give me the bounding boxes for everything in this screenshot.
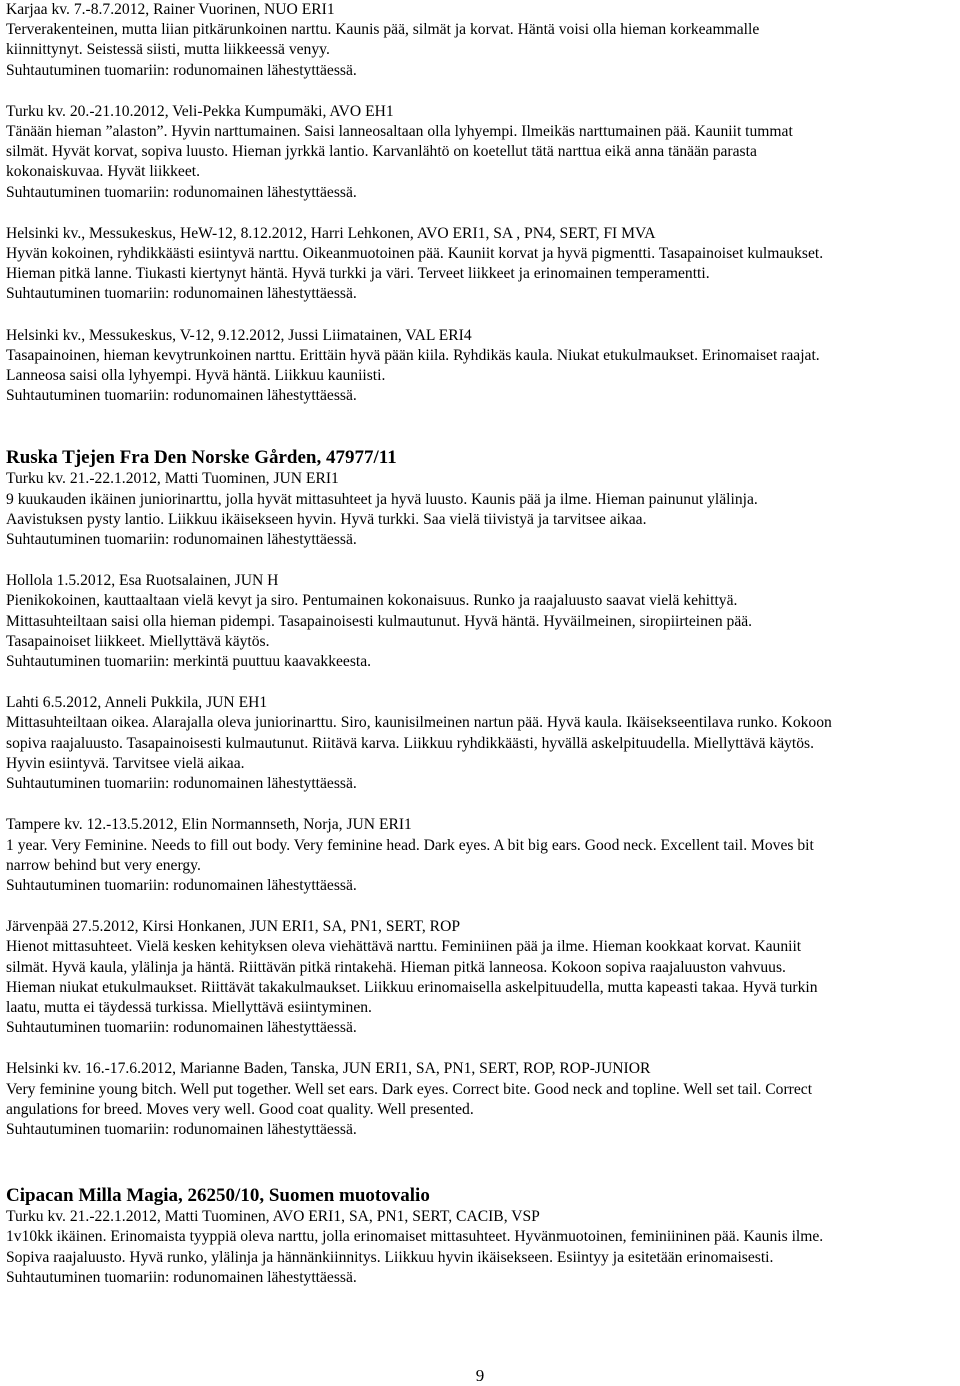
critique-line: 9 kuukauden ikäinen juniorinarttu, jolla hyvät mittasuhteet ja hyvä luusto. Kaunis pää ja ilme. Hieman painunut ylälinja. (6, 490, 758, 508)
show-event-line: Lahti 6.5.2012, Anneli Pukkila, JUN EH1 (6, 694, 268, 712)
temperament-line: Suhtautuminen tuomariin: rodunomainen lähestyttäessä. (6, 876, 357, 894)
critique-line: Mittasuhteiltaan saisi olla hieman pidempi. Tasapainoisesti kulmautunut. Hyvä häntä. Hyväilmeinen, siropiirteinen pää. (6, 612, 753, 630)
show-result-entry (6, 224, 956, 305)
show-result-entry (6, 102, 956, 203)
critique-line: kokonaiskuvaa. Hyvät liikkeet. (6, 163, 201, 181)
critique-line: Sopiva raajaluusto. Hyvä runko, ylälinja ja hännänkiinnitys. Liikkuu hyvin ikäisekseen. Esiintyy ja esitetään erinomaisesti. (6, 1248, 774, 1266)
show-result-entry (6, 917, 956, 1038)
show-event-line: Järvenpää 27.5.2012, Kirsi Honkanen, JUN ERI1, SA, PN1, SERT, ROP (6, 918, 460, 936)
show-result-entry (6, 1059, 956, 1140)
critique-line: Tasapainoinen, hieman kevytrunkoinen narttu. Erittäin hyvä pään kiila. Ryhdikäs kaula. Niukat etukulmaukset. Erinomaiset raajat. (6, 346, 820, 364)
critique-line: silmät. Hyvä kaula, ylälinja ja häntä. Riittävän pitkä rintakehä. Hieman pitkä lanneosa. Kokoon sopiva raajaluuston vahvuus. (6, 958, 786, 976)
page-number: 9 (475, 1366, 485, 1385)
show-event-line: Turku kv. 20.-21.10.2012, Veli-Pekka Kumpumäki, AVO EH1 (6, 102, 394, 120)
temperament-line: Suhtautuminen tuomariin: rodunomainen lähestyttäessä. (6, 183, 357, 201)
dog-section (6, 447, 956, 1140)
show-event-line: Helsinki kv., Messukeskus, V-12, 9.12.2012, Jussi Liimatainen, VAL ERI4 (6, 326, 472, 344)
show-result-entry (6, 0, 956, 81)
show-event-line: Turku kv. 21.-22.1.2012, Matti Tuominen, AVO ERI1, SA, PN1, SERT, CACIB, VSP (6, 1208, 540, 1226)
critique-line: Hyvin esiintyvä. Tarvitsee vielä aikaa. (6, 754, 245, 772)
document-body (6, 0, 956, 1309)
critique-line: Mittasuhteiltaan oikea. Alarajalla oleva juniorinarttu. Siro, kaunisilmeinen nartun pää. Hyvä kaula. Ikäisekseentilava runko. Kokoon (6, 714, 832, 732)
temperament-line: Suhtautuminen tuomariin: merkintä puuttuu kaavakkeesta. (6, 653, 372, 671)
show-event-line: Hollola 1.5.2012, Esa Ruotsalainen, JUN H (6, 572, 279, 590)
critique-line: Terverakenteinen, mutta liian pitkärunkoinen narttu. Kaunis pää, silmät ja korvat. Häntä voisi olla hieman korkeammalle (6, 21, 760, 39)
temperament-line: Suhtautuminen tuomariin: rodunomainen lähestyttäessä. (6, 1019, 357, 1037)
temperament-line: Suhtautuminen tuomariin: rodunomainen lähestyttäessä. (6, 1120, 357, 1138)
dog-heading: Ruska Tjejen Fra Den Norske Gården, 47977/11 (6, 447, 397, 469)
critique-line: kiinnittynyt. Seistessä siisti, mutta liikkeessä venyy. (6, 41, 330, 59)
critique-line: narrow behind but very energy. (6, 856, 201, 874)
critique-line: 1 year. Very Feminine. Needs to fill out body. Very feminine head. Dark eyes. A bit big ears. Good neck. Excellent tail. Moves bit (6, 836, 814, 854)
intro-section (6, 0, 956, 406)
critique-line: Hieman pitkä lanne. Tiukasti kiertynyt häntä. Hyvä turkki ja väri. Terveet liikkeet ja erinomainen temperamentti. (6, 265, 710, 283)
temperament-line: Suhtautuminen tuomariin: rodunomainen lähestyttäessä. (6, 1268, 357, 1286)
show-result-entry (6, 469, 956, 550)
critique-line: 1v10kk ikäinen. Erinomaista tyyppiä oleva narttu, jolla erinomaiset mittasuhteet. Hyvänmuotoinen, feminiininen pää. Kaunis ilme. (6, 1228, 824, 1246)
critique-line: Tänään hieman ”alaston”. Hyvin narttumainen. Saisi lanneosaltaan olla lyhyempi. Ilmeikäs narttumainen pää. Kauniit tummat (6, 123, 793, 141)
critique-line: Tasapainoiset liikkeet. Miellyttävä käytös. (6, 632, 270, 650)
critique-line: silmät. Hyvät korvat, sopiva luusto. Hieman jyrkkä lantio. Karvanlähtö on koetellut tätä narttua eikä anna tänään parasta (6, 143, 757, 161)
show-event-line: Tampere kv. 12.-13.5.2012, Elin Normannseth, Norja, JUN ERI1 (6, 816, 412, 834)
critique-line: Aavistuksen pysty lantio. Liikkuu ikäisekseen hyvin. Hyvä turkki. Saa vielä tiivistyä ja tarvitsee aikaa. (6, 510, 647, 528)
critique-line: laatu, mutta ei täydessä turkissa. Miellyttävä esiintyminen. (6, 998, 372, 1016)
critique-line: Hyvän kokoinen, ryhdikkäästi esiintyvä narttu. Oikeanmuotoinen pää. Kauniit korvat ja hyvä pigmentti. Tasapainoiset kulmaukset. (6, 245, 824, 263)
critique-line: angulations for breed. Moves very well. Good coat quality. Well presented. (6, 1100, 474, 1118)
temperament-line: Suhtautuminen tuomariin: rodunomainen lähestyttäessä. (6, 387, 357, 405)
temperament-line: Suhtautuminen tuomariin: rodunomainen lähestyttäessä. (6, 775, 357, 793)
show-result-entry (6, 1207, 956, 1288)
show-result-entry (6, 815, 956, 896)
critique-line: Lanneosa saisi olla lyhyempi. Hyvä häntä. Liikkuu kauniisti. (6, 367, 386, 385)
temperament-line: Suhtautuminen tuomariin: rodunomainen lähestyttäessä. (6, 61, 357, 79)
temperament-line: Suhtautuminen tuomariin: rodunomainen lähestyttäessä. (6, 285, 357, 303)
dog-section (6, 1185, 956, 1288)
critique-line: Very feminine young bitch. Well put together. Well set ears. Dark eyes. Correct bite. Good neck and topline. Well set tail. Correct (6, 1080, 813, 1098)
show-result-entry (6, 326, 956, 407)
show-result-entry (6, 571, 956, 672)
dog-heading: Cipacan Milla Magia, 26250/10, Suomen muotovalio (6, 1185, 430, 1207)
critique-line: sopiva raajaluusto. Tasapainoisesti kulmautunut. Riitävä karva. Liikkuu ryhdikkäästi, hyvällä askelpituudella. Miellyttävä käytös. (6, 734, 815, 752)
show-event-line: Karjaa kv. 7.-8.7.2012, Rainer Vuorinen, NUO ERI1 (6, 1, 335, 18)
critique-line: Pienikokoinen, kauttaaltaan vielä kevyt ja siro. Pentumainen kokonaisuus. Runko ja raajaluusto saavat vielä kehittyä. (6, 592, 738, 610)
temperament-line: Suhtautuminen tuomariin: rodunomainen lähestyttäessä. (6, 531, 357, 549)
critique-line: Hienot mittasuhteet. Vielä kesken kehityksen oleva viehättävä narttu. Feminiinen pää ja ilme. Hieman kookkaat korvat. Kauniit (6, 938, 802, 956)
critique-line: Hieman niukat etukulmaukset. Riittävät takakulmaukset. Liikkuu erinomaisella askelpituudella, mutta kapeasti takaa. Hyvä turkin (6, 978, 818, 996)
show-result-entry (6, 693, 956, 794)
show-event-line: Helsinki kv. 16.-17.6.2012, Marianne Baden, Tanska, JUN ERI1, SA, PN1, SERT, ROP, ROP-JUNIOR (6, 1060, 651, 1078)
show-event-line: Turku kv. 21.-22.1.2012, Matti Tuominen, JUN ERI1 (6, 470, 339, 488)
show-event-line: Helsinki kv., Messukeskus, HeW-12, 8.12.2012, Harri Lehkonen, AVO ERI1, SA , PN4, SERT, FI MVA (6, 224, 656, 242)
